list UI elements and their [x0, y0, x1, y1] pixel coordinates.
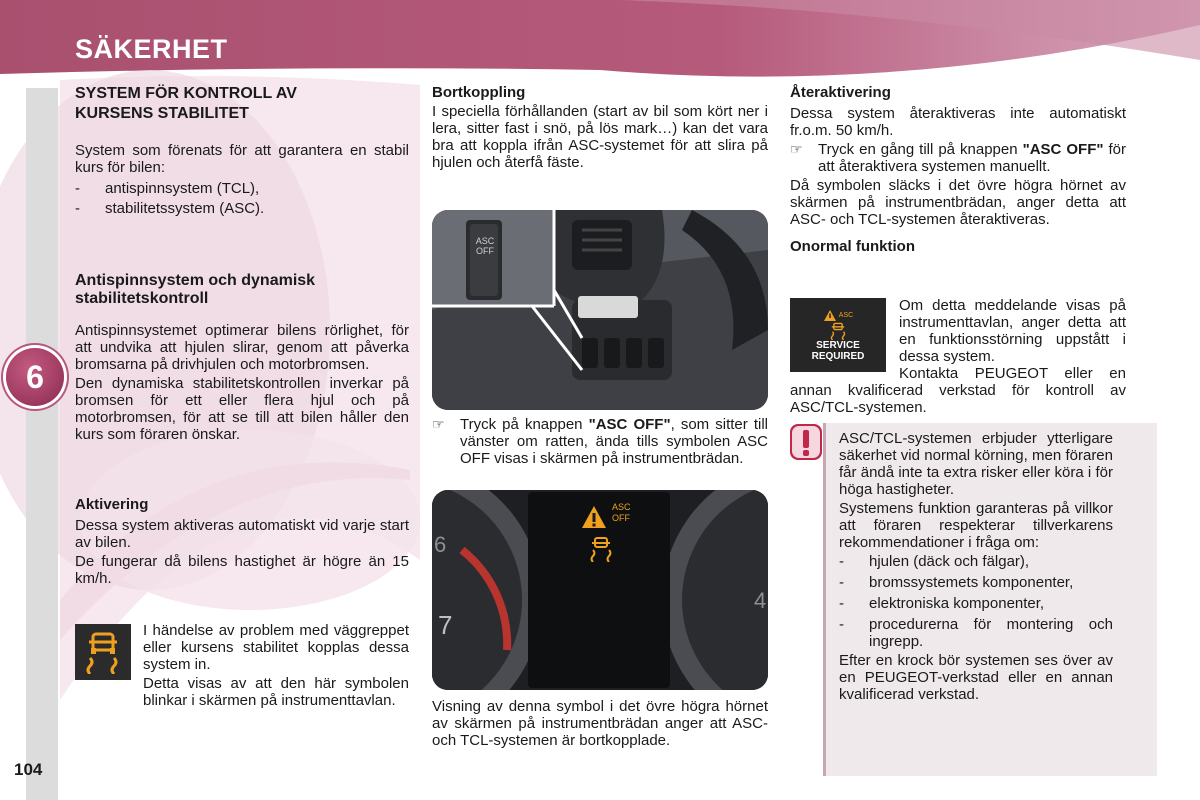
asc-off-indicator [574, 500, 644, 536]
list-item-text: procedurerna för montering och ingrepp. [869, 616, 1113, 650]
dashboard-button-photo [432, 210, 768, 410]
service-line1: SERVICE [816, 339, 860, 351]
chapter-number: 6 [26, 358, 44, 395]
bullet-post: för att återaktivera systemen manuellt. [818, 141, 1126, 175]
bullet-pre: Tryck på knappen [460, 416, 589, 433]
gauge-digit-left: 7 [438, 610, 453, 640]
ateraktivering-heading: Återaktivering [790, 84, 891, 101]
list-item-text: bromssystemets komponenter, [869, 574, 1074, 591]
bullet-bold: "ASC OFF" [1022, 141, 1104, 158]
gauge-digit-top: 6 [434, 532, 447, 557]
pointing-hand-icon: ☞ [432, 416, 445, 432]
abnormal-text [899, 297, 1126, 367]
warning-triangle-icon [580, 504, 608, 530]
button-label-line1: ASC [475, 236, 495, 246]
paragraph: Den dynamiska stabilitetskontrollen inverkar på bromsen för ett eller flera hjul och på motorbromsen, för att se till att bilen håller den kurs som föraren önskar. [75, 375, 409, 443]
list-dash: - [839, 553, 844, 570]
page-title: SÄKERHET [75, 34, 228, 64]
paragraph: Dessa system återaktiveras inte automatiskt fr.o.m. 50 km/h. [790, 105, 1126, 139]
abnormal-contact [790, 365, 1126, 418]
list-dash: - [839, 595, 844, 612]
list-item-text: stabilitetssystem (ASC). [105, 200, 265, 217]
paragraph: Då symbolen släcks i det övre högra hörnet av skärmen på instrumentbrädan, anger detta att ASC- och TCL-systemen återaktiveras. [790, 177, 1126, 228]
bullet-pre: Tryck en gång till på knappen [818, 141, 1023, 158]
column-1-sub [75, 272, 409, 445]
list-item [839, 574, 1113, 591]
icon-explanation [143, 622, 409, 711]
asc-off-button[interactable] [472, 236, 498, 256]
page-number: 104 [14, 760, 43, 779]
paragraph: De fungerar då bilens hastighet är högre än 15 km/h. [75, 553, 409, 587]
service-line2: REQUIRED [811, 350, 865, 362]
paragraph: I händelse av problem med väggreppet eller kursens stabilitet kopplas dessa system in. [143, 622, 409, 673]
list-item [839, 616, 1113, 650]
warning-triangle-icon [823, 309, 837, 322]
paragraph: Efter en krock bör systemen ses över av en PEUGEOT-verkstad eller en annan kvalificerad verkstad. [839, 652, 1113, 703]
list-item-text: elektroniska komponenter, [869, 595, 1045, 612]
list-item [839, 553, 1113, 570]
traction-control-icon [587, 536, 615, 562]
service-warning-row [823, 309, 853, 322]
traction-warning-icon [75, 624, 131, 680]
list-item-text: hjulen (däck och fälgar), [869, 553, 1030, 570]
sidebar-strip [26, 88, 58, 800]
list-dash: - [75, 180, 80, 197]
button-label-line2: OFF [476, 246, 494, 256]
service-required-icon [790, 298, 886, 372]
warning-content [839, 430, 1113, 705]
indicator-label [612, 502, 631, 524]
intro-text: System som förenats för att garantera en stabil kurs för bilen: [75, 142, 409, 176]
activation-section [75, 496, 409, 589]
list-item [839, 595, 1113, 612]
pointing-hand-icon: ☞ [790, 141, 803, 157]
paragraph: Kontakta PEUGEOT eller en annan kvalificerad verkstad för kontroll av ASC/TCL-systemen. [790, 365, 1126, 416]
list-item [75, 180, 409, 197]
list-dash: - [75, 200, 80, 217]
asc-off-instruction [432, 416, 768, 467]
paragraph: ASC/TCL-systemen erbjuder ytterligare säkerhet vid normal körning, men föraren får ändå inte ta extra risker eller köra i för höga hastigheter. [839, 430, 1113, 498]
indicator-label-line2: OFF [612, 513, 630, 523]
paragraph: Systemens funktion garanteras på villkor att föraren respekterar tillverkarens rekommendationer i fråga om: [839, 500, 1113, 551]
bullet-post: , som sitter till vänster om ratten, ända tills symbolen ASC OFF visas i skärmen på instrumentbrädan. [460, 416, 769, 467]
section-title-line1: SYSTEM FÖR KONTROLL AV [75, 85, 297, 102]
aktivering-heading: Aktivering [75, 496, 149, 513]
bullet-bold: "ASC OFF" [588, 416, 671, 433]
service-text [812, 340, 865, 362]
traction-control-icon [828, 322, 848, 340]
gauge-digit-right: 4 [754, 588, 767, 613]
section-title-line2: KURSENS STABILITET [75, 105, 249, 122]
paragraph: Antispinnsystemet optimerar bilens rörlighet, för att undvika att hjulen slirar, genom att påverka bromsarna på drivhjulen och motorbromsen. [75, 322, 409, 373]
onormal-funktion-heading: Onormal funktion [790, 238, 915, 255]
column-2 [432, 84, 768, 173]
list-dash: - [839, 574, 844, 591]
paragraph: Dessa system aktiveras automatiskt vid varje start av bilen. [75, 517, 409, 551]
bortkoppling-heading: Bortkoppling [432, 84, 526, 101]
bullet-item [432, 416, 768, 467]
chapter-tab[interactable] [6, 348, 64, 406]
paragraph: Om detta meddelande visas på instrumenttavlan, anger detta att en funktionsstörning uppstått i dessa system. [899, 297, 1126, 365]
paragraph: I speciella förhållanden (start av bil som kört ner i lera, sitter fast i snö, på lös mark…) kan det vara bra att koppla ifrån ASC-systemet för att slira på hjulen och återfå fäste. [432, 103, 768, 171]
column-3 [790, 84, 1126, 255]
sub-heading-line2: stabilitetskontroll [75, 290, 209, 307]
indicator-label-line1: ASC [612, 502, 631, 512]
paragraph: Detta visas av att den här symbolen blinkar i skärmen på instrumenttavlan. [143, 675, 409, 709]
paragraph: Visning av denna symbol i det övre högra hörnet av skärmen på instrumentbrädan anger att ASC- och TCL-systemen är bortkopplade. [432, 698, 768, 749]
list-item [75, 200, 409, 217]
column-1 [75, 84, 409, 217]
bullet-item [790, 141, 1126, 175]
list-dash: - [839, 616, 844, 633]
list-item-text: antispinnsystem (TCL), [105, 180, 260, 197]
instrument-cluster-photo [432, 490, 768, 690]
sub-heading-line1: Antispinnsystem och dynamisk [75, 272, 316, 289]
display-explanation [432, 698, 768, 751]
service-asc-label: ASC [838, 311, 854, 319]
exclamation-icon [788, 422, 824, 462]
